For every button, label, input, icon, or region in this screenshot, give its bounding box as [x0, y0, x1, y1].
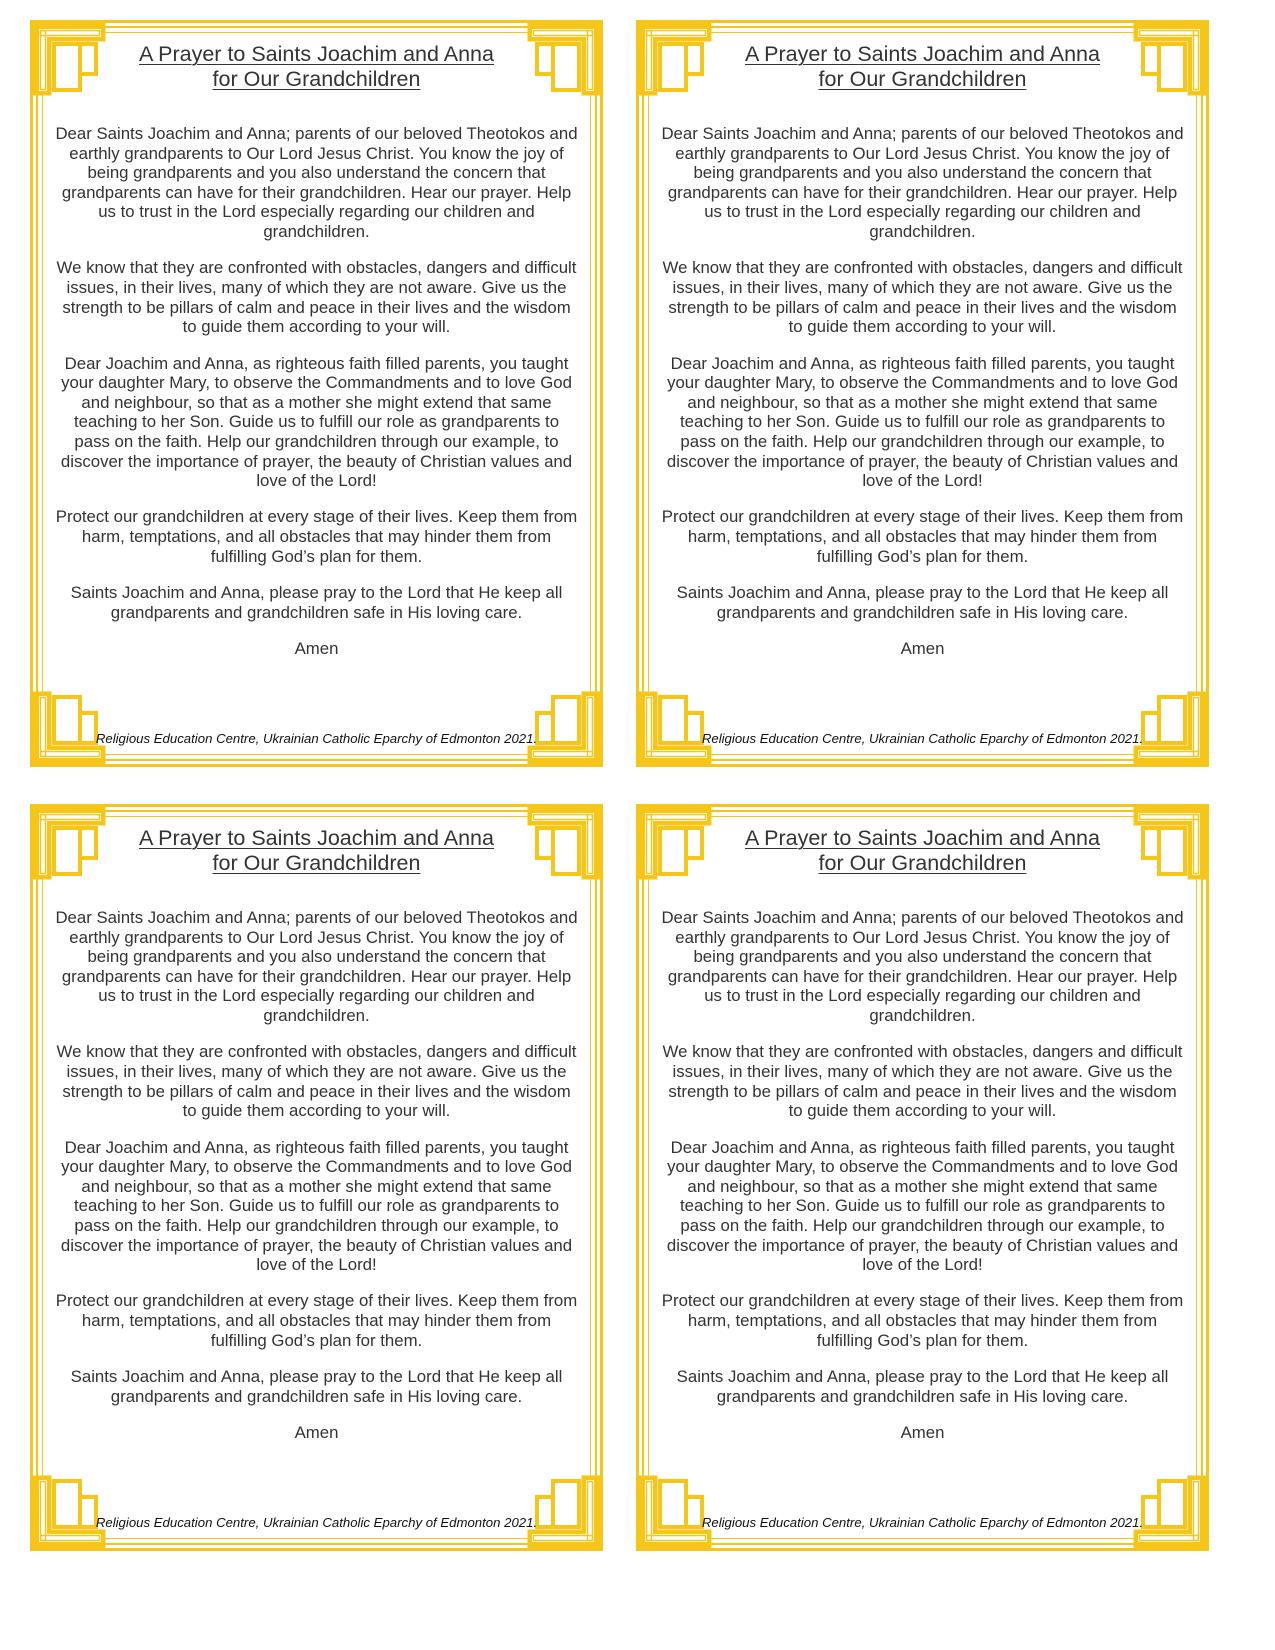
prayer-body	[660, 124, 1185, 659]
card-content	[54, 42, 579, 747]
prayer-paragraph: We know that they are confronted with obstacles, dangers and difficult issues, in their lives, many of which they are not aware. Give us the strength to be pillars of calm and peace in their lives and the wisdom to guide them according to your will.	[662, 258, 1183, 337]
title-line-2: for Our Grandchildren	[818, 851, 1027, 875]
prayer-paragraph: Dear Saints Joachim and Anna; parents of our beloved Theotokos and earthly grandparents to Our Lord Jesus Christ. You know the joy of being grandparents and you also understand the concern that grandparents can have for their grandchildren. Hear our prayer. Help us to trust in the Lord especially regarding our children and grandchildren.	[55, 124, 578, 241]
card-footer-credit: Religious Education Centre, Ukrainian Catholic Eparchy of Edmonton 2021.	[701, 1515, 1144, 1530]
prayer-paragraph: Dear Saints Joachim and Anna; parents of our beloved Theotokos and earthly grandparents to Our Lord Jesus Christ. You know the joy of being grandparents and you also understand the concern that grandparents can have for their grandchildren. Hear our prayer. Help us to trust in the Lord especially regarding our children and grandchildren.	[661, 124, 1184, 241]
prayer-paragraph: Dear Joachim and Anna, as righteous faith filled parents, you taught your daughter Mary, to observe the Commandments and to love God and neighbour, so that as a mother she might extend that same teaching to her Son. Guide us to fulfill our role as grandparents to pass on the faith. Help our grandchildren through our example, to discover the importance of prayer, the beauty of Christian values and love of the Lord!	[666, 353, 1179, 491]
prayer-card	[30, 20, 603, 767]
prayer-paragraph: Protect our grandchildren at every stage of their lives. Keep them from harm, temptations, and all obstacles that may hinder them from fulfilling God’s plan for them.	[55, 1291, 578, 1350]
prayer-title	[660, 826, 1185, 876]
prayer-amen: Amen	[900, 639, 945, 659]
prayer-paragraph: Saints Joachim and Anna, please pray to the Lord that He keep all grandparents and grandchildren safe in His loving care.	[676, 583, 1169, 622]
prayer-paragraph: Dear Saints Joachim and Anna; parents of our beloved Theotokos and earthly grandparents to Our Lord Jesus Christ. You know the joy of being grandparents and you also understand the concern that grandparents can have for their grandchildren. Hear our prayer. Help us to trust in the Lord especially regarding our children and grandchildren.	[55, 908, 578, 1025]
prayer-paragraph: Protect our grandchildren at every stage of their lives. Keep them from harm, temptations, and all obstacles that may hinder them from fulfilling God’s plan for them.	[55, 507, 578, 566]
card-content	[660, 826, 1185, 1531]
prayer-paragraph: Dear Joachim and Anna, as righteous faith filled parents, you taught your daughter Mary, to observe the Commandments and to love God and neighbour, so that as a mother she might extend that same teaching to her Son. Guide us to fulfill our role as grandparents to pass on the faith. Help our grandchildren through our example, to discover the importance of prayer, the beauty of Christian values and love of the Lord!	[666, 1137, 1179, 1275]
prayer-amen: Amen	[294, 639, 339, 659]
prayer-paragraph: Dear Saints Joachim and Anna; parents of our beloved Theotokos and earthly grandparents to Our Lord Jesus Christ. You know the joy of being grandparents and you also understand the concern that grandparents can have for their grandchildren. Hear our prayer. Help us to trust in the Lord especially regarding our children and grandchildren.	[661, 908, 1184, 1025]
prayer-card	[636, 804, 1209, 1551]
prayer-paragraph: We know that they are confronted with obstacles, dangers and difficult issues, in their lives, many of which they are not aware. Give us the strength to be pillars of calm and peace in their lives and the wisdom to guide them according to your will.	[56, 1042, 577, 1121]
title-line-2: for Our Grandchildren	[212, 67, 421, 91]
prayer-title	[54, 42, 579, 92]
prayer-paragraph: Saints Joachim and Anna, please pray to the Lord that He keep all grandparents and grandchildren safe in His loving care.	[676, 1367, 1169, 1406]
prayer-card	[636, 20, 1209, 767]
prayer-amen: Amen	[900, 1423, 945, 1443]
prayer-body	[54, 908, 579, 1443]
prayer-paragraph: Protect our grandchildren at every stage of their lives. Keep them from harm, temptations, and all obstacles that may hinder them from fulfilling God’s plan for them.	[661, 1291, 1184, 1350]
prayer-card	[30, 804, 603, 1551]
prayer-paragraph: Dear Joachim and Anna, as righteous faith filled parents, you taught your daughter Mary, to observe the Commandments and to love God and neighbour, so that as a mother she might extend that same teaching to her Son. Guide us to fulfill our role as grandparents to pass on the faith. Help our grandchildren through our example, to discover the importance of prayer, the beauty of Christian values and love of the Lord!	[60, 1137, 573, 1275]
prayer-paragraph: Saints Joachim and Anna, please pray to the Lord that He keep all grandparents and grandchildren safe in His loving care.	[70, 1367, 563, 1406]
card-content	[54, 826, 579, 1531]
prayer-title	[660, 42, 1185, 92]
card-footer-credit: Religious Education Centre, Ukrainian Catholic Eparchy of Edmonton 2021.	[701, 731, 1144, 746]
prayer-paragraph: Protect our grandchildren at every stage of their lives. Keep them from harm, temptations, and all obstacles that may hinder them from fulfilling God’s plan for them.	[661, 507, 1184, 566]
prayer-paragraph: Dear Joachim and Anna, as righteous faith filled parents, you taught your daughter Mary, to observe the Commandments and to love God and neighbour, so that as a mother she might extend that same teaching to her Son. Guide us to fulfill our role as grandparents to pass on the faith. Help our grandchildren through our example, to discover the importance of prayer, the beauty of Christian values and love of the Lord!	[60, 353, 573, 491]
prayer-paragraph: Saints Joachim and Anna, please pray to the Lord that He keep all grandparents and grandchildren safe in His loving care.	[70, 583, 563, 622]
title-line-1: A Prayer to Saints Joachim and Anna	[745, 826, 1100, 850]
title-line-1: A Prayer to Saints Joachim and Anna	[139, 42, 494, 66]
prayer-body	[660, 908, 1185, 1443]
card-footer-credit: Religious Education Centre, Ukrainian Catholic Eparchy of Edmonton 2021.	[95, 731, 538, 746]
prayer-paragraph: We know that they are confronted with obstacles, dangers and difficult issues, in their lives, many of which they are not aware. Give us the strength to be pillars of calm and peace in their lives and the wisdom to guide them according to your will.	[56, 258, 577, 337]
title-line-1: A Prayer to Saints Joachim and Anna	[745, 42, 1100, 66]
prayer-body	[54, 124, 579, 659]
prayer-paragraph: We know that they are confronted with obstacles, dangers and difficult issues, in their lives, many of which they are not aware. Give us the strength to be pillars of calm and peace in their lives and the wisdom to guide them according to your will.	[662, 1042, 1183, 1121]
title-line-2: for Our Grandchildren	[818, 67, 1027, 91]
prayer-title	[54, 826, 579, 876]
card-footer-credit: Religious Education Centre, Ukrainian Catholic Eparchy of Edmonton 2021.	[95, 1515, 538, 1530]
card-content	[660, 42, 1185, 747]
title-line-2: for Our Grandchildren	[212, 851, 421, 875]
title-line-1: A Prayer to Saints Joachim and Anna	[139, 826, 494, 850]
prayer-amen: Amen	[294, 1423, 339, 1443]
